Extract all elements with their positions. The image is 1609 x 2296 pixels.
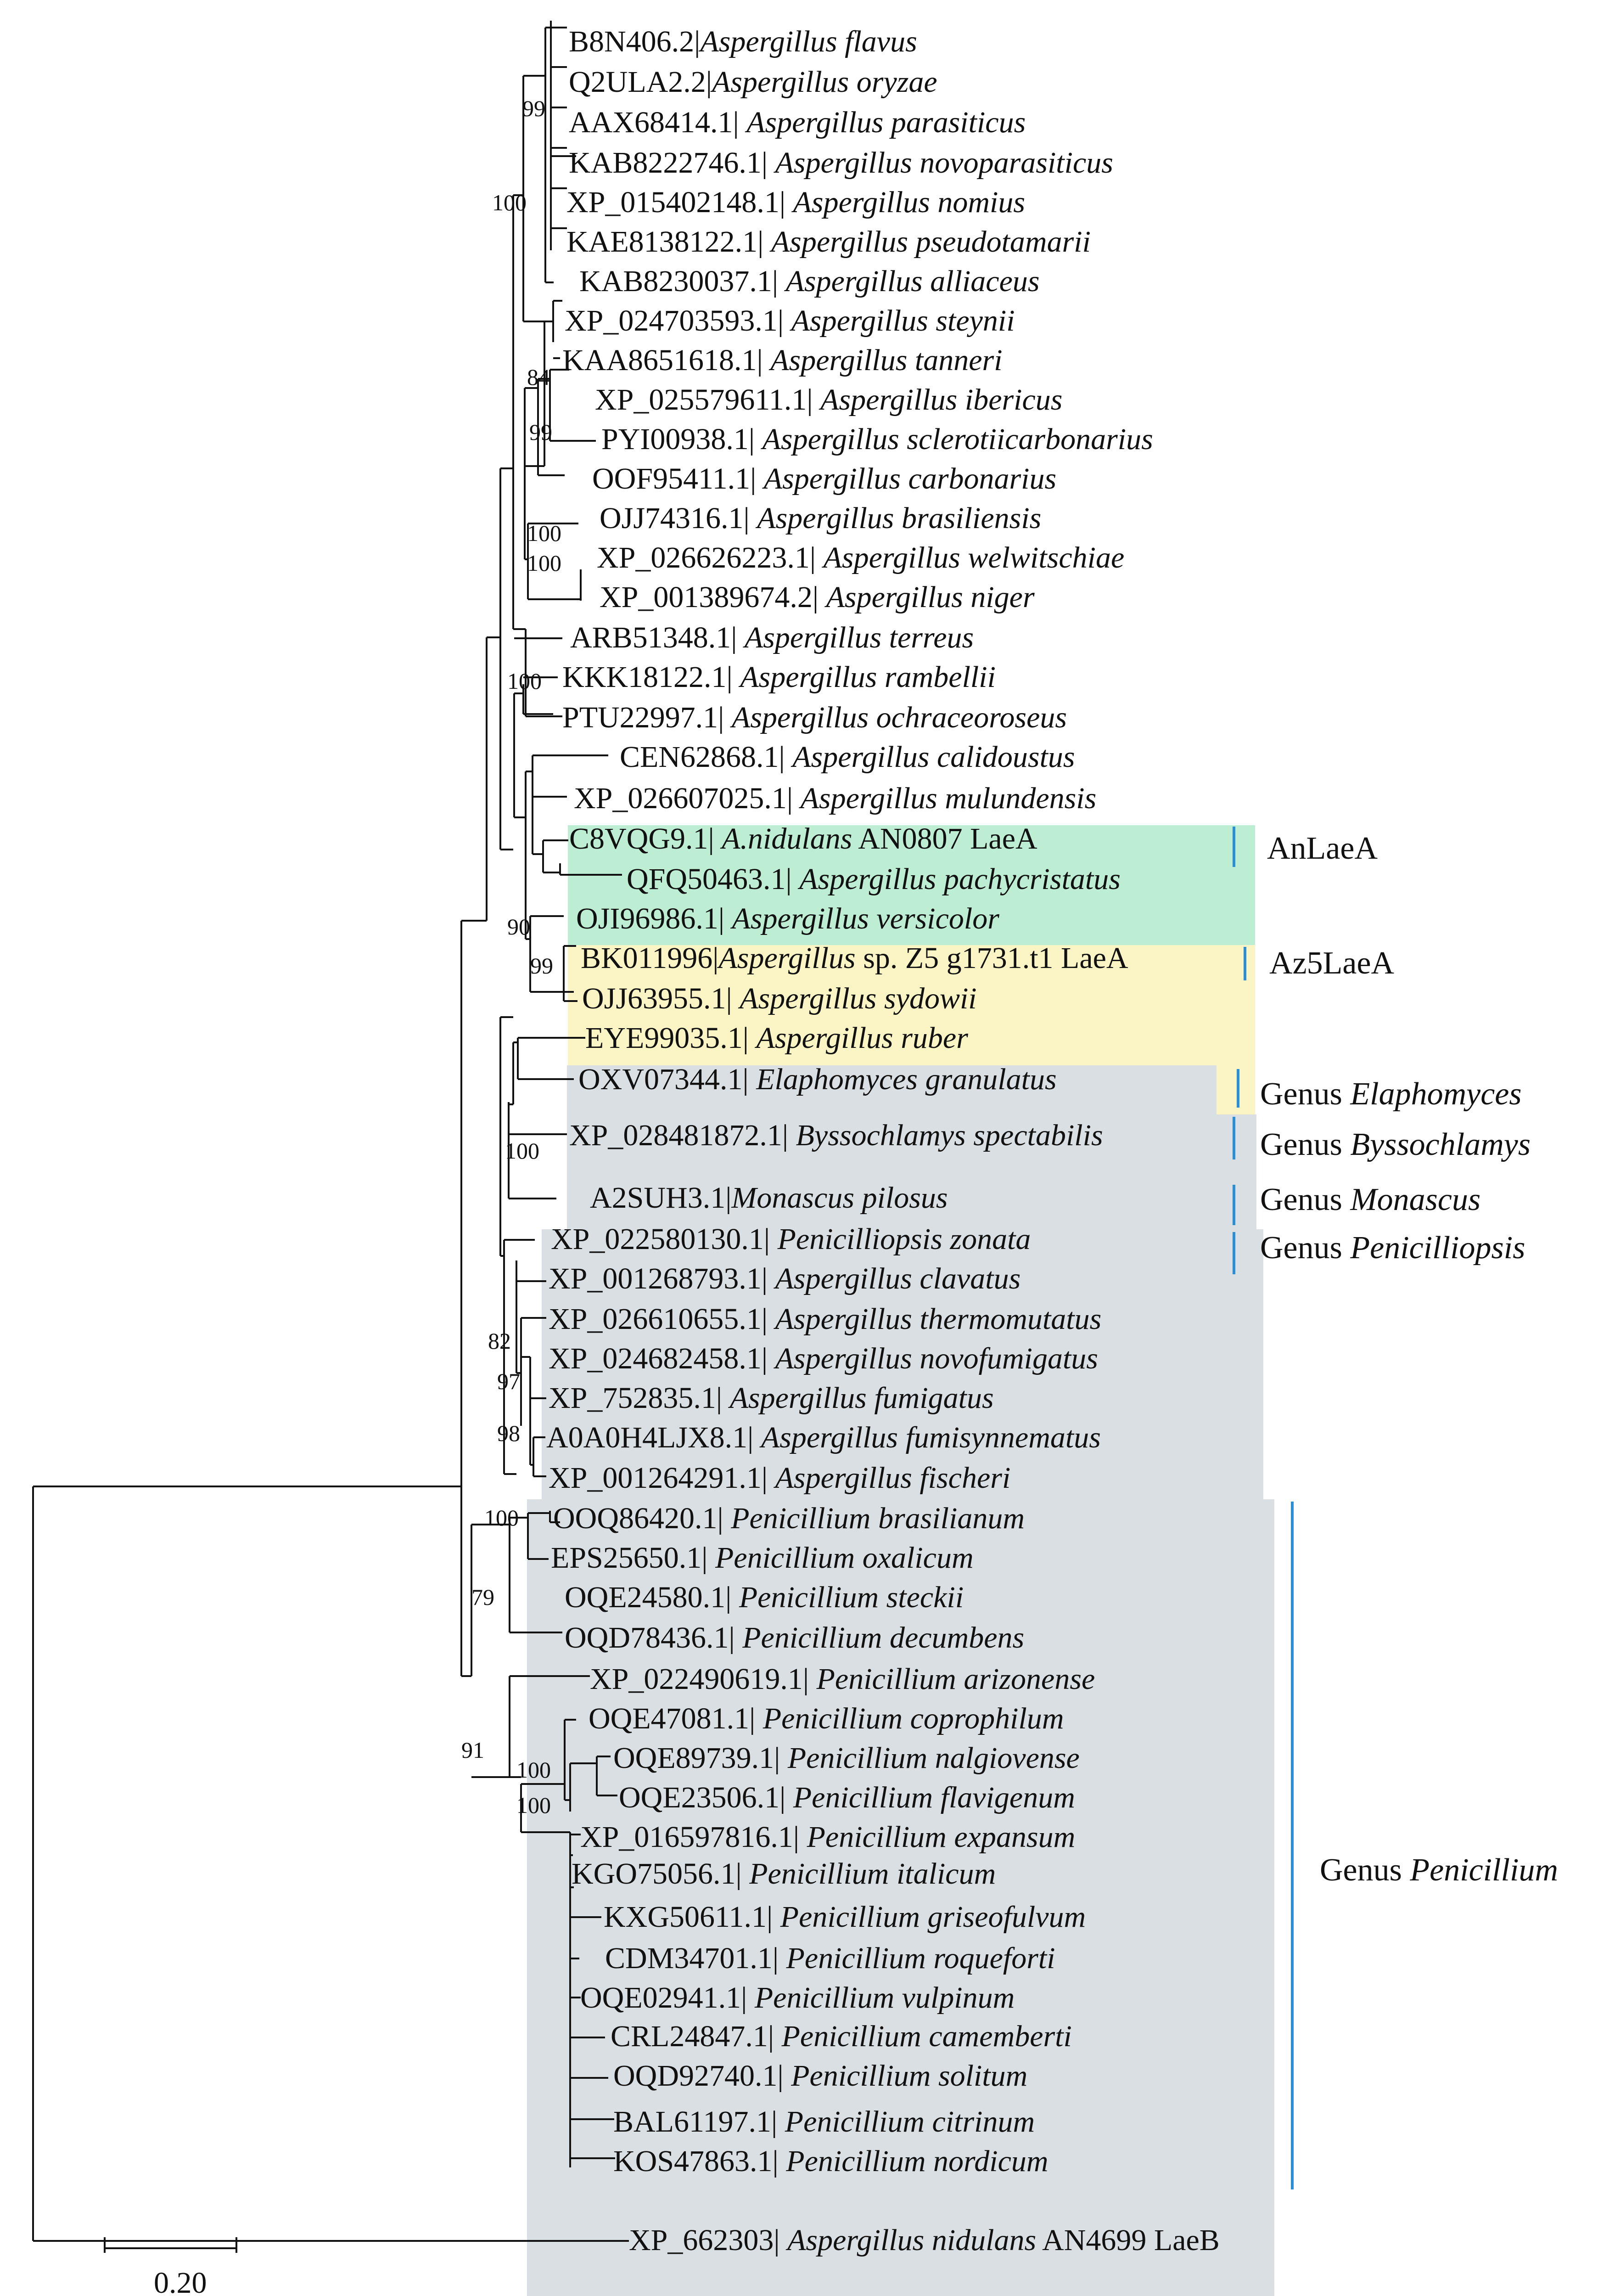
leaf-label	[605, 1941, 1055, 1975]
support-value: 100	[516, 1757, 551, 1783]
accession-id: XP_015402148.1|	[566, 186, 793, 219]
accession-id: PYI00938.1|	[601, 422, 762, 456]
accession-id: OJI96986.1|	[576, 902, 732, 935]
group-label-text: Genus	[1260, 1230, 1351, 1266]
species-name: Aspergillus mulundensis	[800, 782, 1097, 815]
species-name: Aspergillus thermomutatus	[775, 1302, 1102, 1336]
leaf-label	[549, 1342, 1098, 1375]
group-label-genus: Byssochlamys	[1350, 1127, 1531, 1162]
support-value: 100	[484, 1505, 519, 1531]
group-label-text: Az5LaeA	[1269, 945, 1395, 981]
species-name: Penicillium expansum	[807, 1820, 1076, 1854]
leaf-label	[600, 501, 1041, 535]
accession-id: KAB8230037.1|	[579, 264, 786, 298]
leaf-label	[597, 541, 1124, 574]
accession-id: EYE99035.1|	[585, 1021, 757, 1055]
accession-id: B8N406.2|	[569, 25, 701, 58]
species-name: Aspergillus fumigatus	[729, 1381, 994, 1415]
species-name: A.nidulans	[722, 822, 852, 855]
species-name: Aspergillus welwitschiae	[823, 541, 1125, 574]
species-name: Aspergillus niger	[826, 580, 1035, 614]
accession-id: EPS25650.1|	[551, 1541, 715, 1575]
group-label-genus: Monascus	[1350, 1182, 1481, 1217]
species-name: Aspergillus terreus	[744, 621, 974, 654]
species-name: Aspergillus sydowii	[740, 982, 977, 1015]
support-value: 84	[527, 364, 550, 390]
species-name: Aspergillus oryzae	[712, 65, 937, 99]
group-label	[1260, 1076, 1522, 1112]
accession-id: BK011996|	[581, 941, 719, 975]
leaf-label	[595, 383, 1063, 416]
species-name: Aspergillus novoparasiticus	[775, 146, 1113, 180]
group-label-text: Genus	[1260, 1127, 1351, 1162]
leaf-label	[589, 1702, 1064, 1735]
leaf-label	[585, 1021, 968, 1055]
leaf-label	[549, 1262, 1020, 1295]
leaf-label	[592, 462, 1056, 495]
group-label	[1260, 1127, 1531, 1162]
species-name: Monascus pilosus	[731, 1181, 948, 1215]
accession-id: OXV07344.1|	[578, 1063, 757, 1096]
leaf-label	[590, 1662, 1095, 1696]
species-name: Aspergillus clavatus	[775, 1262, 1021, 1295]
group-annotations	[1234, 827, 1558, 2189]
leaf-label	[627, 862, 1121, 896]
leaf-label	[565, 304, 1015, 338]
leaf-label	[600, 580, 1035, 614]
species-name: Aspergillus	[718, 941, 856, 975]
species-name: Aspergillus sclerotiicarbonarius	[762, 422, 1153, 456]
accession-id: KXG50611.1|	[604, 1900, 780, 1934]
support-value: 100	[516, 1792, 551, 1818]
accession-id: OJJ74316.1|	[600, 501, 757, 535]
support-value: 100	[507, 668, 542, 694]
leaf-label	[546, 1421, 1101, 1454]
leaf-label	[572, 1857, 996, 1891]
accession-id: CDM34701.1|	[605, 1941, 786, 1975]
accession-id: AAX68414.1|	[569, 106, 747, 139]
species-name: Penicillium decumbens	[742, 1621, 1025, 1654]
support-value: 100	[527, 550, 561, 576]
accession-id: OOQ86420.1|	[553, 1502, 731, 1535]
species-name: Penicillium griseofulvum	[780, 1900, 1086, 1934]
leaf-label	[551, 1541, 974, 1575]
species-name: Aspergillus rambellii	[740, 660, 996, 694]
leaf-label	[566, 186, 1025, 219]
species-name: Penicillium brasilianum	[731, 1502, 1025, 1535]
species-name: Penicillium roqueforti	[786, 1941, 1055, 1975]
species-name: Aspergillus pachycristatus	[799, 862, 1121, 896]
group-label-genus: Elaphomyces	[1350, 1076, 1522, 1112]
support-value: 91	[461, 1737, 484, 1763]
group-label-text: Genus	[1320, 1852, 1410, 1888]
accession-id: Q2ULA2.2|	[569, 65, 712, 99]
leaf-label	[566, 225, 1091, 259]
group-label	[1260, 1182, 1480, 1217]
species-name: Penicillium arizonense	[816, 1662, 1095, 1696]
scale-bar-label: 0.20	[154, 2266, 207, 2296]
accession-id: XP_026626223.1|	[597, 541, 824, 574]
species-name: Penicillium nalgiovense	[787, 1741, 1080, 1775]
accession-id: OQE89739.1|	[613, 1741, 788, 1775]
accession-id: KOS47863.1|	[613, 2144, 786, 2178]
species-name: Penicillium flavigenum	[793, 1781, 1075, 1814]
accession-id: C8VQG9.1|	[569, 822, 722, 855]
leaf-label	[611, 2020, 1072, 2053]
group-label-genus: Penicilliopsis	[1350, 1230, 1525, 1266]
species-name: Aspergillus calidoustus	[792, 740, 1075, 774]
support-value: 100	[492, 190, 527, 215]
species-name: Aspergillus ibericus	[820, 383, 1063, 416]
species-name: Aspergillus carbonarius	[763, 462, 1057, 495]
leaf-label	[581, 941, 1128, 975]
species-name: Elaphomyces granulatus	[756, 1063, 1057, 1096]
leaf-label	[549, 1302, 1101, 1336]
leaf-label	[569, 1119, 1103, 1152]
group-label-text: AnLaeA	[1267, 831, 1378, 866]
leaf-label	[613, 2059, 1027, 2093]
support-value: 100	[527, 520, 561, 546]
support-value: 82	[488, 1328, 511, 1354]
leaf-label	[613, 1741, 1080, 1775]
leaf-label	[582, 982, 977, 1015]
accession-id: OQE23506.1|	[619, 1781, 793, 1814]
support-value: 97	[497, 1368, 520, 1394]
group-label-text: Genus	[1260, 1182, 1351, 1217]
leaf-label	[562, 660, 996, 694]
species-name: Aspergillus brasiliensis	[757, 501, 1042, 535]
species-name: Aspergillus steynii	[791, 304, 1015, 338]
support-value: 79	[471, 1584, 494, 1610]
leaf-label	[569, 65, 937, 99]
support-value: 99	[522, 96, 545, 121]
accession-id: OQE24580.1|	[565, 1581, 739, 1614]
leaf-label	[620, 740, 1075, 774]
leaf-label	[551, 1222, 1031, 1256]
species-name: Penicillium citrinum	[785, 2105, 1035, 2138]
leaf-label	[569, 146, 1113, 180]
species-name: Aspergillus fumisynnematus	[761, 1421, 1101, 1454]
species-name: Byssochlamys spectabilis	[796, 1119, 1103, 1152]
species-name: Penicillium oxalicum	[715, 1541, 974, 1575]
accession-id: OJJ63955.1|	[582, 982, 740, 1015]
support-value: 100	[505, 1138, 539, 1164]
leaf-label	[629, 2223, 1220, 2257]
group-label	[1267, 831, 1378, 866]
leaf-label	[562, 701, 1067, 734]
leaf-label	[562, 343, 1003, 377]
species-name: Aspergillus fischeri	[775, 1461, 1011, 1495]
leaf-label	[565, 1581, 964, 1614]
species-name: Penicillium camemberti	[781, 2020, 1072, 2053]
leaf-label	[604, 1900, 1086, 1934]
accession-id: BAL61197.1|	[613, 2105, 785, 2138]
leaf-label	[580, 1820, 1075, 1854]
accession-id: A0A0H4LJX8.1|	[546, 1421, 761, 1454]
leaf-suffix: AN4699 LaeB	[1036, 2223, 1220, 2257]
accession-id: XP_028481872.1|	[569, 1119, 796, 1152]
leaf-label	[579, 264, 1040, 298]
leaf-label	[570, 621, 974, 654]
accession-id: KAE8138122.1|	[566, 225, 771, 259]
species-name: Aspergillus nomius	[793, 186, 1026, 219]
accession-id: CRL24847.1|	[611, 2020, 782, 2053]
accession-id: XP_022580130.1|	[551, 1222, 778, 1256]
support-value: 90	[507, 914, 530, 940]
accession-id: XP_001268793.1|	[549, 1262, 775, 1295]
leaf-label	[576, 902, 999, 935]
species-name: Aspergillus flavus	[700, 25, 917, 58]
accession-id: XP_001389674.2|	[600, 580, 826, 614]
accession-id: XP_026610655.1|	[549, 1302, 775, 1336]
leaf-suffix: sp. Z5 g1731.t1 LaeA	[855, 941, 1128, 975]
accession-id: OOF95411.1|	[592, 462, 764, 495]
accession-id: CEN62868.1|	[620, 740, 793, 774]
accession-id: XP_022490619.1|	[590, 1662, 817, 1696]
scale-bar	[105, 2237, 236, 2296]
species-name: Aspergillus tanneri	[770, 343, 1003, 377]
accession-id: KAA8651618.1|	[562, 343, 771, 377]
accession-id: KGO75056.1|	[572, 1857, 750, 1891]
species-name: Penicillium steckii	[739, 1581, 964, 1614]
accession-id: OQD92740.1|	[613, 2059, 791, 2093]
species-name: Penicilliopsis zonata	[777, 1222, 1031, 1256]
accession-id: XP_662303|	[629, 2223, 788, 2257]
leaf-label	[613, 2144, 1048, 2178]
species-name: Aspergillus versicolor	[732, 902, 999, 935]
support-value: 99	[530, 953, 553, 979]
leaf-label	[574, 782, 1096, 815]
leaf-label	[569, 822, 1037, 855]
leaf-suffix: AN0807 LaeA	[852, 822, 1037, 855]
leaf-label	[580, 1981, 1015, 2015]
accession-id: OQE47081.1|	[589, 1702, 763, 1735]
accession-id: QFQ50463.1|	[627, 862, 800, 896]
leaf-label	[569, 25, 917, 58]
accession-id: XP_016597816.1|	[580, 1820, 807, 1854]
accession-id: PTU22997.1|	[562, 701, 732, 734]
species-name: Penicillium italicum	[749, 1857, 996, 1891]
leaf-label	[549, 1461, 1010, 1495]
leaf-label	[619, 1781, 1075, 1814]
species-name: Aspergillus parasiticus	[746, 106, 1026, 139]
species-name: Aspergillus ochraceoroseus	[731, 701, 1067, 734]
accession-id: KAB8222746.1|	[569, 146, 775, 180]
species-name: Penicillium vulpinum	[754, 1981, 1015, 2015]
species-name: Penicillium solitum	[791, 2059, 1028, 2093]
accession-id: OQD78436.1|	[565, 1621, 743, 1654]
leaf-label	[553, 1502, 1025, 1535]
group-label-genus: Penicillium	[1410, 1852, 1559, 1888]
accession-id: A2SUH3.1|	[590, 1181, 732, 1215]
accession-id: XP_024703593.1|	[565, 304, 791, 338]
accession-id: XP_025579611.1|	[595, 383, 821, 416]
accession-id: ARB51348.1|	[570, 621, 745, 654]
leaf-label	[601, 422, 1153, 456]
leaf-label	[613, 2105, 1035, 2138]
species-name: Aspergillus alliaceus	[785, 264, 1040, 298]
accession-id: XP_024682458.1|	[549, 1342, 775, 1375]
species-name: Aspergillus nidulans	[787, 2223, 1037, 2257]
accession-id: XP_026607025.1|	[574, 782, 801, 815]
group-label	[1269, 945, 1395, 981]
species-name: Aspergillus ruber	[756, 1021, 968, 1055]
support-value: 99	[529, 419, 552, 445]
species-name: Penicillium nordicum	[786, 2144, 1048, 2178]
leaf-label	[569, 106, 1026, 139]
accession-id: OQE02941.1|	[580, 1981, 755, 2015]
leaf-label	[565, 1621, 1024, 1654]
group-label	[1260, 1230, 1525, 1266]
support-value: 98	[497, 1420, 520, 1446]
group-label-text: Genus	[1260, 1076, 1351, 1112]
accession-id: XP_752835.1|	[549, 1381, 730, 1415]
species-name: Aspergillus pseudotamarii	[771, 225, 1091, 259]
leaf-label	[590, 1181, 948, 1215]
leaf-label	[549, 1381, 994, 1415]
species-name: Penicillium coprophilum	[762, 1702, 1064, 1735]
species-name: Aspergillus novofumigatus	[775, 1342, 1098, 1375]
accession-id: KKK18122.1|	[562, 660, 740, 694]
leaf-label	[578, 1063, 1057, 1096]
group-label	[1320, 1852, 1558, 1888]
accession-id: XP_001264291.1|	[549, 1461, 775, 1495]
